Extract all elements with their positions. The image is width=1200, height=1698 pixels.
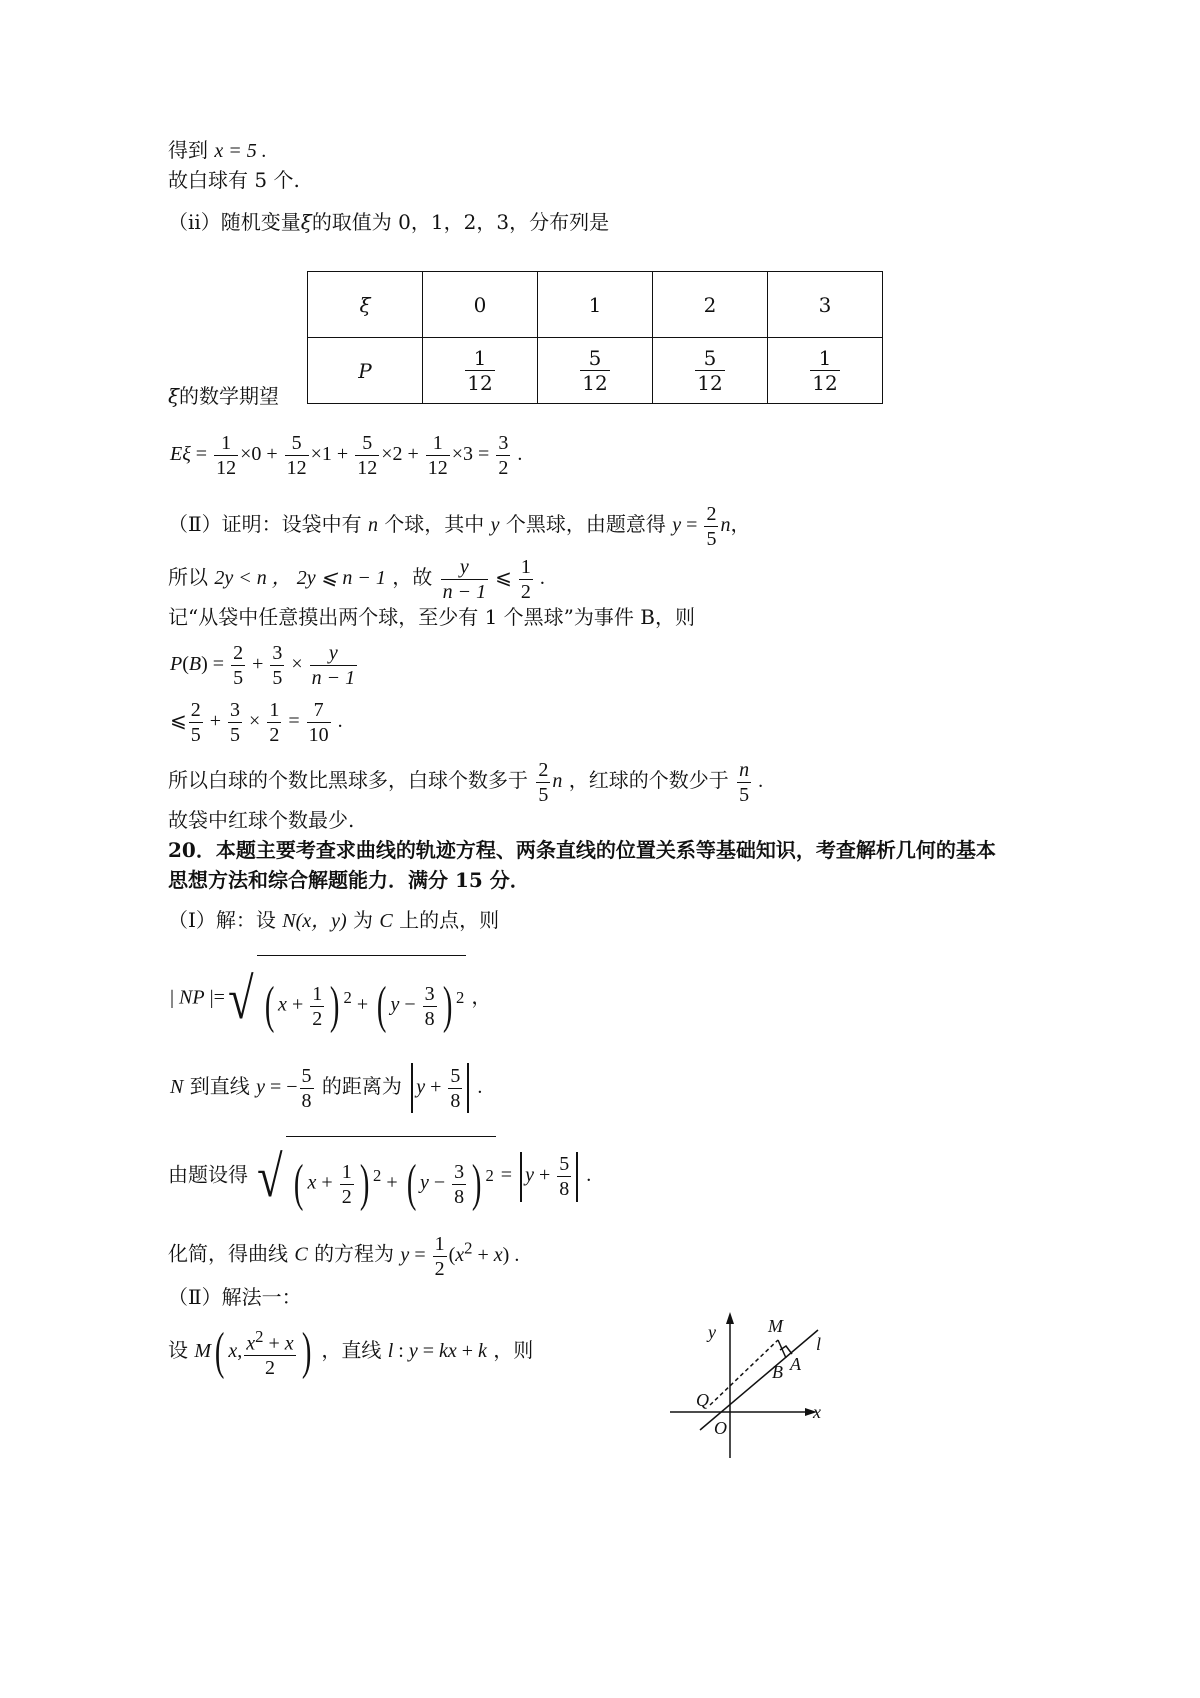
text: （ii）随机变量 [168, 210, 301, 234]
table-cell: 1 [538, 272, 653, 338]
text: 由题设得 [168, 1162, 248, 1187]
label-l: l [816, 1334, 822, 1354]
math: 2y < n ， 2y ⩽ n − 1 [214, 567, 386, 589]
math: y [490, 514, 500, 536]
formula-np: | NP |=√ ( x + $\frac{1}{2}$ ) $^2$ + ( y − $\frac{3}{8}$ ) $^2$ ， [170, 955, 491, 1043]
formula-pb-bound: ⩽ $\frac{2}{5}$ + $\frac{3}{5}$ × $\frac{1}{2}$ = $\frac{7}{10}$ . [170, 698, 343, 746]
text: 个球，其中 [384, 512, 485, 536]
distribution-table [307, 271, 883, 404]
text-line: 化简，得曲线 C 的方程为 y = $\frac{1}{2}$ $(x^2 + x)$ . [168, 1232, 520, 1280]
text: （Ⅱ）证明：设袋中有 [168, 512, 362, 536]
text-line: 故白球有 5 个. [168, 168, 300, 192]
text: ，直线 [321, 1338, 382, 1362]
text-line [168, 384, 279, 408]
text: 所以 [168, 565, 208, 589]
table-row [308, 272, 883, 338]
text: 的方程为 [314, 1241, 395, 1266]
label-x: x [813, 1402, 821, 1422]
text-line: （Ⅱ）解法一： [168, 1285, 302, 1309]
table-cell: $\frac{1}{12}$ [423, 338, 538, 404]
text-line: 记“从袋中任意摸出两个球，至少有 1 个黑球”为事件 B，则 [168, 605, 695, 629]
math: n [367, 514, 378, 536]
table-cell: ξ [308, 272, 423, 338]
text: 得到 [168, 138, 208, 162]
text: 化简，得曲线 [168, 1241, 288, 1266]
line-l [700, 1330, 818, 1430]
table-cell: 3 [768, 272, 883, 338]
math: C [379, 910, 393, 932]
text-line [168, 138, 267, 163]
geometry-figure [670, 1310, 850, 1460]
question-20-heading: 20．本题主要考查求曲线的轨迹方程、两条直线的位置关系等基础知识，考查解析几何的基本 [168, 838, 996, 862]
text: 所以白球的个数比黑球多，白球个数多于 [168, 768, 528, 792]
label-m: M [768, 1316, 783, 1336]
text-line: （Ⅱ）证明：设袋中有 n 个球，其中 y 个黑球，由题意得 y = $\frac{2}{5}$ n， [168, 502, 751, 550]
table-cell: $\frac{5}{12}$ [653, 338, 768, 404]
label-q: Q [696, 1390, 709, 1410]
text: ，故 [392, 565, 433, 589]
table-cell: $\frac{5}{12}$ [538, 338, 653, 404]
label-b: B [772, 1362, 783, 1382]
text-line: 故袋中红球个数最少. [168, 808, 355, 832]
text-line: 所以白球的个数比黑球多，白球个数多于 $\frac{2}{5}$ n ，红球的个数少于 $\frac{n}{5}$ . [168, 758, 764, 806]
text: 的距离为 [321, 1074, 402, 1098]
text-line: N 到直线 y = − $\frac{5}{8}$ 的距离为 y + $\frac{5}{8}$ . [170, 1064, 483, 1112]
table-cell: $\frac{1}{12}$ [768, 338, 883, 404]
formula-expectation: Eξ = $\frac{1}{12}$ ×0 + $\frac{5}{12}$ ×1 + $\frac{5}{12}$ ×2 + $\frac{1}{12}$ ×3 = $\frac{3}{2}$ . [170, 431, 523, 479]
math: ξ [300, 210, 312, 234]
label-a: A [790, 1354, 801, 1374]
text: 为 [353, 908, 374, 932]
text-line: 所以 2y < n ， 2y ⩽ n − 1 ，故 $\frac{y}{n - 1}$ ⩽ $\frac{1}{2}$ . [168, 555, 545, 603]
math: x = 5 . [214, 140, 267, 162]
text-line: 由题设得 √ ( x + $\frac{1}{2}$ ) $^2$ + ( y − $\frac{3}{8}$ ) $^2$ = y + $\frac{5}{8}$ . [168, 1136, 591, 1218]
table-cell: P [308, 338, 423, 404]
text: 到直线 [189, 1074, 250, 1098]
text-line [168, 908, 499, 933]
table-cell: 0 [423, 272, 538, 338]
text: 设 [168, 1338, 188, 1362]
text: 个黑球，由题意得 [505, 512, 666, 536]
y-arrow-icon [726, 1312, 734, 1324]
text: 的取值为 0，1，2，3，分布列是 [311, 210, 610, 234]
question-20-heading-cont: 思想方法和综合解题能力．满分 15 分． [168, 868, 530, 892]
text: 上的点，则 [399, 908, 500, 932]
table-cell: 2 [653, 272, 768, 338]
formula-pb: P(B) = $\frac{2}{5}$ + $\frac{3}{5}$ × $\frac{y}{n - 1}$ [170, 641, 356, 689]
math: ξ [168, 384, 180, 408]
label-o: O [714, 1418, 727, 1438]
math: N(x，y) [282, 910, 347, 932]
text: （Ⅰ）解：设 [168, 908, 276, 932]
text-line [168, 210, 609, 234]
text-line: 设 M( x, $\frac{x^2 + x}{2}$ ) ，直线 l : y = kx + k ，则 [168, 1323, 534, 1381]
text: ，则 [493, 1338, 534, 1362]
text: ，红球的个数少于 [568, 768, 729, 792]
label-y: y [708, 1322, 716, 1342]
text: 的数学期望 [179, 384, 280, 408]
table-row [308, 338, 883, 404]
